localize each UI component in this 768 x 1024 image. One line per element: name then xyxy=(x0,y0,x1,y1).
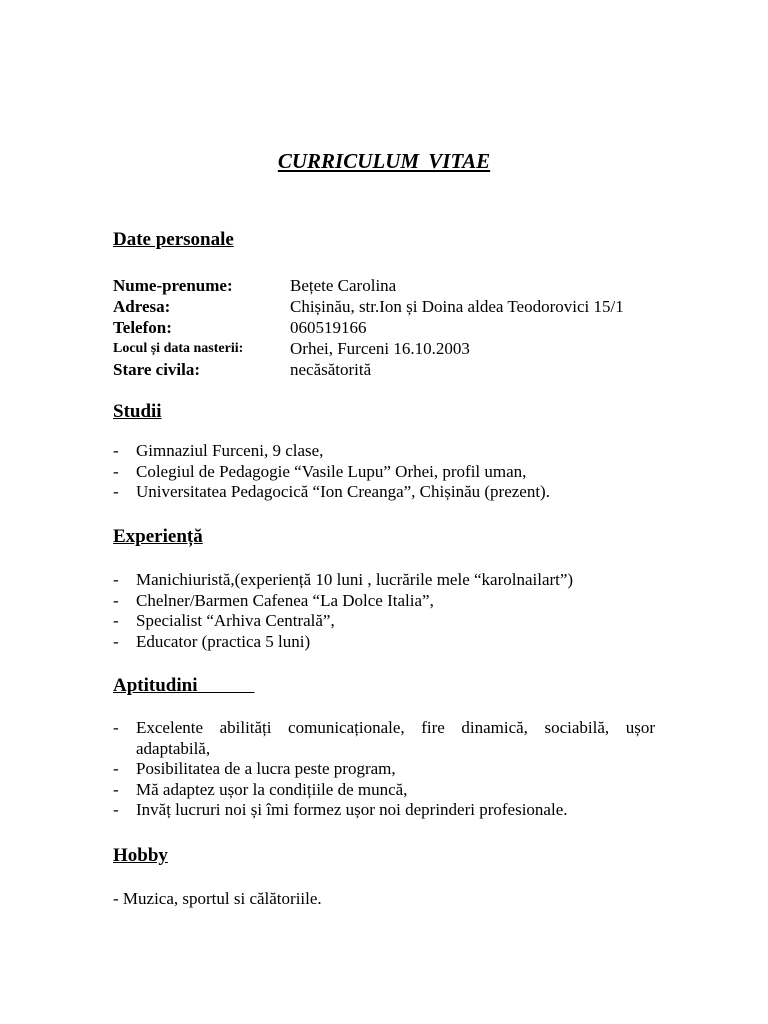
bullet-dash: - xyxy=(113,718,119,737)
document-title: CURRICULUM VITAE xyxy=(277,149,491,173)
list-item xyxy=(113,441,655,462)
list-item-text: Gimnaziul Furceni, 9 clase, xyxy=(136,441,324,460)
info-value: Orhei, Furceni 16.10.2003 xyxy=(290,339,470,358)
list-item-text: Mă adaptez ușor la condițiile de muncă, xyxy=(136,779,408,799)
info-value: necăsătorită xyxy=(290,360,372,379)
list-item-text: Colegiul de Pedagogie “Vasile Lupu” Orhei, profil uman, xyxy=(136,461,527,481)
list-item xyxy=(113,632,655,653)
info-label: Stare civila: xyxy=(113,360,201,379)
list-item-text: Universitatea Pedagocică “Ion Creanga”, Chișinău (prezent). xyxy=(136,482,550,501)
list-item xyxy=(113,591,655,612)
bullet-dash: - xyxy=(113,611,119,630)
bullet-dash: - xyxy=(113,631,119,651)
list-item xyxy=(113,482,655,503)
experience-list xyxy=(113,570,655,652)
section-heading-studies: Studii xyxy=(113,401,162,422)
skills-list xyxy=(113,718,655,821)
studies-list xyxy=(113,441,655,503)
info-row-phone xyxy=(113,317,673,338)
info-value: Bețete Carolina xyxy=(290,276,397,295)
list-item xyxy=(113,780,655,801)
info-row-address xyxy=(113,296,673,317)
bullet-dash: - xyxy=(113,800,119,819)
info-row-name xyxy=(113,275,673,296)
list-item-text: Specialist “Arhiva Centrală”, xyxy=(136,611,335,630)
info-value: 060519166 xyxy=(290,318,367,337)
info-row-civil-status xyxy=(113,359,673,380)
bullet-dash: - xyxy=(113,482,119,501)
section-heading-hobby: Hobby xyxy=(113,845,168,866)
hobby-text: - Muzica, sportul si călătoriile. xyxy=(113,889,322,908)
list-item-text: Excelente abilități comunicaționale, fire dinamică, sociabilă, ușor adaptabilă, xyxy=(136,718,655,758)
list-item-text: Chelner/Barmen Cafenea “La Dolce Italia”, xyxy=(136,590,434,610)
list-item-text: Posibilitatea de a lucra peste program, xyxy=(136,759,396,778)
list-item xyxy=(113,800,655,821)
info-label: Adresa: xyxy=(113,297,171,316)
bullet-dash: - xyxy=(113,570,119,589)
bullet-dash: - xyxy=(113,759,119,778)
list-item-text: Educator (practica 5 luni) xyxy=(136,631,311,651)
bullet-dash: - xyxy=(113,441,119,460)
info-row-birth xyxy=(113,338,673,359)
list-item xyxy=(113,718,655,759)
list-item-text: Manichiuristă,(experiență 10 luni , lucrările mele “karolnailart”) xyxy=(136,570,574,589)
list-item xyxy=(113,759,655,780)
info-value: Chișinău, str.Ion și Doina aldea Teodorovici 15/1 xyxy=(290,297,624,316)
list-item xyxy=(113,462,655,483)
bullet-dash: - xyxy=(113,590,119,610)
section-heading-skills: Aptitudini xyxy=(113,675,255,696)
list-item-text: Invăț lucruri noi și îmi formez ușor noi deprinderi profesionale. xyxy=(136,800,568,819)
bullet-dash: - xyxy=(113,779,119,799)
info-label: Locul și data nasterii: xyxy=(113,341,244,356)
list-item xyxy=(113,570,655,591)
list-item xyxy=(113,611,655,632)
section-heading-personal: Date personale xyxy=(113,229,234,250)
info-label: Nume-prenume: xyxy=(113,276,233,295)
info-label: Telefon: xyxy=(113,318,172,337)
section-heading-experience: Experiență xyxy=(113,526,203,547)
bullet-dash: - xyxy=(113,461,119,481)
